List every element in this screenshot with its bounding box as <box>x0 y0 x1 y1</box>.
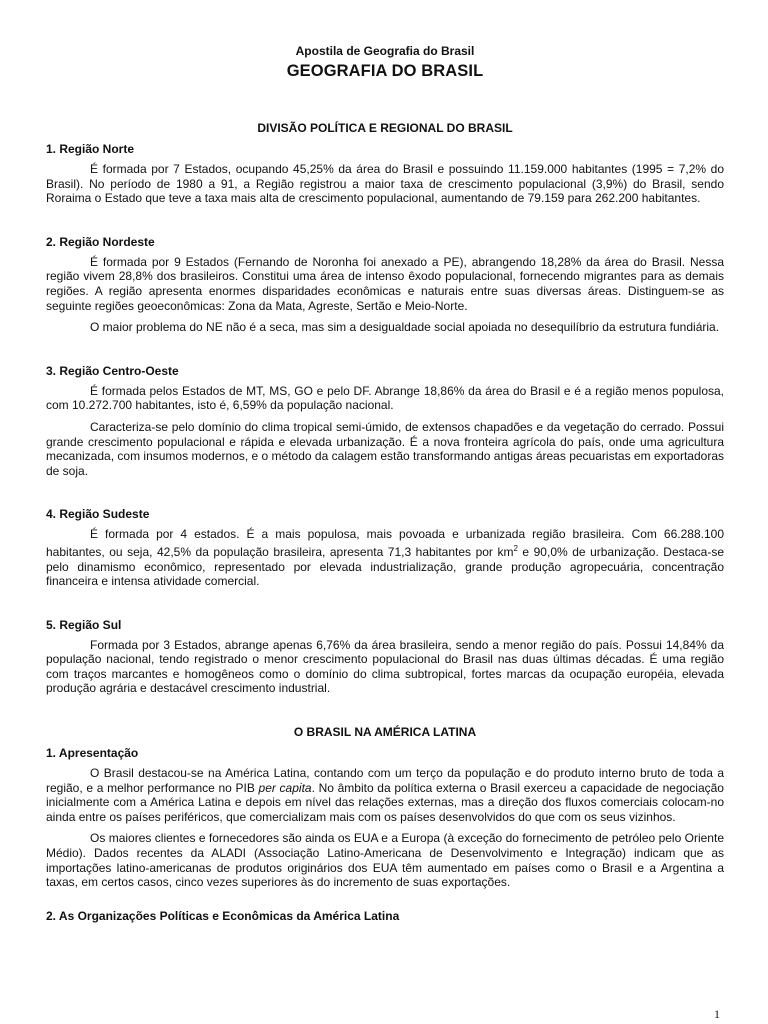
apresentacao-text-b: . No âmbito da política externa o Brasil exerceu a capacidade de negociação inicialmente com a América Latina e depois em nível das relações externas, mas a direção dos fluxos comerciais colocam-no ainda entre os países periféricos, que comercializam mais com os países desenvolvidos do que com os seus vizinhos. <box>46 780 724 824</box>
superscript-2: 2 <box>513 543 518 553</box>
paragraph-sudeste-1 <box>46 527 724 588</box>
paragraph-centro-oeste-1: É formada pelos Estados de MT, MS, GO e pelo DF. Abrange 18,86% da área do Brasil e é a região menos populosa, com 10.272.700 habitantes, isto é, 6,59% da população nacional. <box>46 383 724 413</box>
paragraph-apresentacao-2: Os maiores clientes e fornecedores são ainda os EUA e a Europa (à exceção do fornecimento de petróleo pelo Oriente Médio). Dados recentes da ALADI (Associação Latino-Americana de Desenvolvimento e Integração) indicam que as importações latino-americanas de produtos originários dos EUA têm aumentado em países como o Brasil e a Argentina a taxas, em certos casos, cinco vezes superiores às do incremento de suas exportações. <box>46 831 724 890</box>
section-title-divisao: DIVISÃO POLÍTICA E REGIONAL DO BRASIL <box>257 121 513 135</box>
page-number: 1 <box>714 1007 720 1021</box>
paragraph-apresentacao-1 <box>46 766 724 824</box>
document-content <box>46 44 724 929</box>
italic-per-capita: per capita <box>258 780 312 795</box>
paragraph-nordeste-2: O maior problema do NE não é a seca, mas sim a desigualdade social apoiada no desequilíbrio da estrutura fundiária. <box>90 320 720 335</box>
heading-organizacoes: 2. As Organizações Políticas e Econômicas da América Latina <box>46 908 400 923</box>
paragraph-nordeste-1: É formada por 9 Estados (Fernando de Noronha foi anexado a PE), abrangendo 18,28% da área do Brasil. Nessa região vivem 28,8% dos brasileiros. Constitui uma área de intenso êxodo populacional, fornecendo migrantes para as demais regiões. A região apresenta enormes disparidades econômicas e naturais entre suas diversas áreas. Distinguem-se as seguinte regiões geoeconômicas: Zona da Mata, Agreste, Sertão e Meio-Norte. <box>46 254 724 313</box>
heading-regiao-norte: 1. Região Norte <box>46 142 135 156</box>
sudeste-text-b: e 90,0% de urbanização. Destaca-se pelo dinamismo econômico, representado por elevada industrialização, grande produção agropecuária, concentração financeira e intensa atividade comercial. <box>46 544 724 589</box>
sudeste-text-a: É formada por 4 estados. É a mais populosa, mais povoada e urbanizada região brasileira. Com 66.288.100 habitantes, ou seja, 42,5% da população brasileira, apresenta 71,3 habitantes por km <box>46 527 724 559</box>
heading-regiao-sudeste: 4. Região Sudeste <box>46 507 150 522</box>
paragraph-centro-oeste-2: Caracteriza-se pelo domínio do clima tropical semi-úmido, de extensos chapadões e da vegetação do cerrado. Possui grande crescimento populacional e rápida e elevada urbanização. É a nova fronteira agrícola do país, onde uma agricultura mecanizada, com insumos modernos, e o método da calagem estão transformando antigas áreas pecuaristas em exportadoras de soja. <box>46 419 724 478</box>
heading-regiao-sul: 5. Região Sul <box>46 617 122 632</box>
apresentacao-text-a: O Brasil destacou-se na América Latina, contando com um terço da população e do produto interno bruto de toda a região, e a melhor performance no PIB <box>46 766 724 795</box>
section-title-america-latina: O BRASIL NA AMÉRICA LATINA <box>293 725 477 740</box>
paragraph-norte-1: É formada por 7 Estados, ocupando 45,25% da área do Brasil e possuindo 11.159.000 habitantes (1995 = 7,2% do Brasil). No período de 1980 a 91, a Região registrou a maior taxa de crescimento populacional (3,9%) do Brasil, sendo Roraima o Estado que teve a taxa mais alta de crescimento populacional, aumentando de 79.159 para 262.200 habitantes. <box>46 162 724 206</box>
document-subtitle: Apostila de Geografia do Brasil <box>295 44 475 58</box>
heading-regiao-centro-oeste: 3. Região Centro-Oeste <box>46 363 179 378</box>
document-title: GEOGRAFIA DO BRASIL <box>286 62 484 80</box>
heading-apresentacao: 1. Apresentação <box>46 746 139 761</box>
heading-regiao-nordeste: 2. Região Nordeste <box>46 234 155 249</box>
paragraph-sul-1: Formada por 3 Estados, abrange apenas 6,76% da área brasileira, sendo a menor região do país. Possui 14,84% da população nacional, tendo registrado o menor crescimento populacional do Brasil nas duas últimas décadas. É uma região com traços marcantes e homogêneos como o domínio do clima subtropical, fortes marcas da ocupação européia, elevada produção agrária e destacável crescimento industrial. <box>46 637 724 696</box>
